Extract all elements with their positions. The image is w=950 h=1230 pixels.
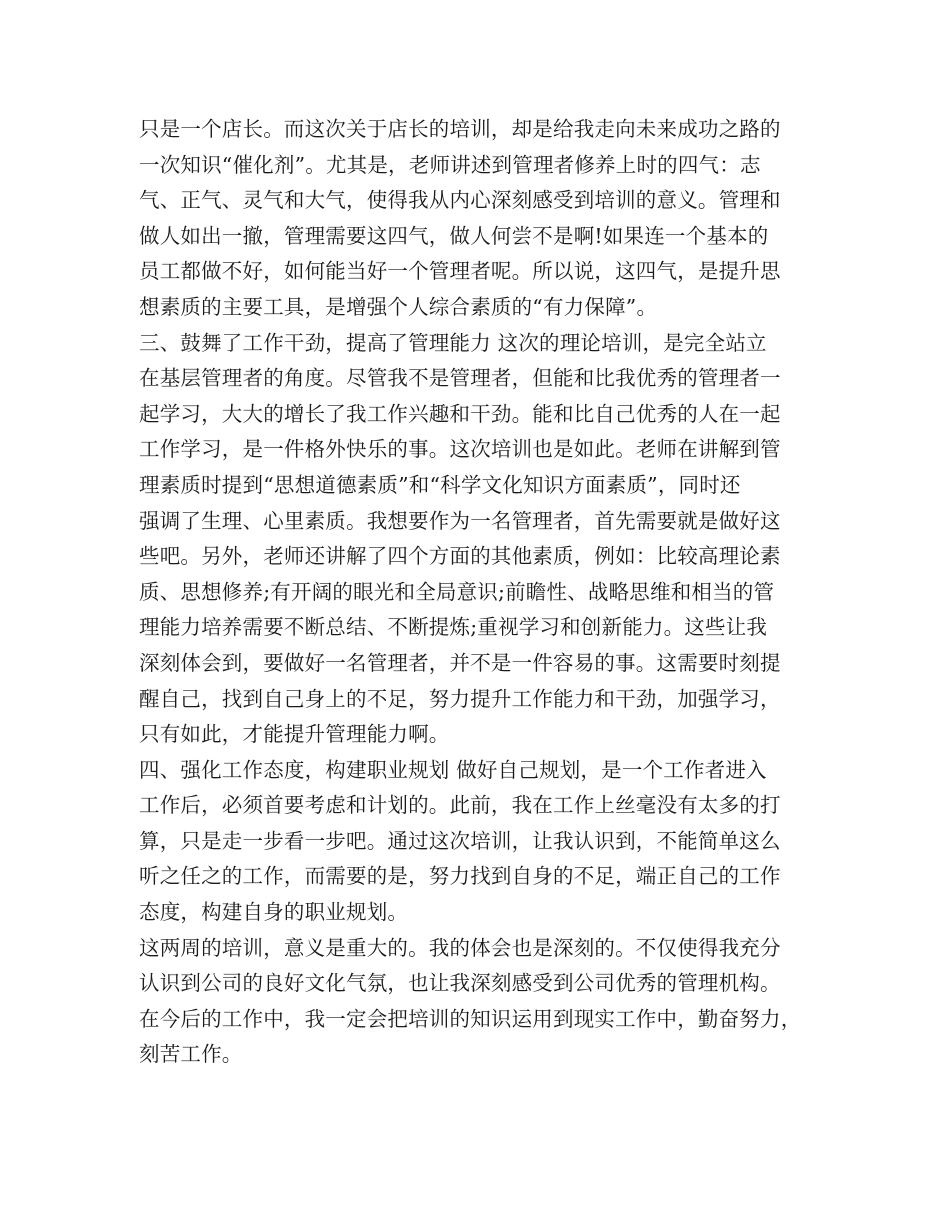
text-line: 听之任之的工作，而需要的是，努力找到自身的不足，端正自己的工作 [139,864,781,889]
text-line: 醒自己，找到自己身上的不足，努力提升工作能力和干劲，加强学习， [139,686,781,711]
text-line: 质、思想修养;有开阔的眼光和全局意识;前瞻性、战略思维和相当的管 [139,579,775,604]
text-line: 工作后，必须首要考虑和计划的。此前，我在工作上丝毫没有太多的打 [139,793,781,818]
text-line: 气、正气、灵气和大气，使得我从内心深刻感受到培训的意义。管理和 [139,188,781,213]
text-line: 理能力培养需要不断总结、不断提炼;重视学习和创新能力。这些让我 [139,615,768,640]
text-line: 做人如出一撤，管理需要这四气，做人何尝不是啊!如果连一个基本的 [139,223,769,248]
text-line: 想素质的主要工具，是增强个人综合素质的“有力保障”。 [139,294,658,319]
text-line: 一次知识“催化剂”。尤其是，老师讲述到管理者修养上时的四气：志 [139,152,761,177]
document-body [139,112,829,1073]
text-line: 起学习，大大的增长了我工作兴趣和干劲。能和比自己优秀的人在一起 [139,401,781,426]
text-line: 态度，构建自身的职业规划。 [139,900,409,925]
text-line: 这两周的培训，意义是重大的。我的体会也是深刻的。不仅使得我充分 [139,935,781,960]
text-line: 只有如此，才能提升管理能力啊。 [139,722,450,747]
text-line: 工作学习，是一件格外快乐的事。这次培训也是如此。老师在讲解到管 [139,437,781,462]
text-line: 员工都做不好，如何能当好一个管理者呢。所以说，这四气，是提升思 [139,259,781,284]
section-heading-line: 三、鼓舞了工作干劲，提高了管理能力 这次的理论培训，是完全站立 [139,330,767,355]
text-line: 算，只是走一步看一步吧。通过这次培训，让我认识到，不能简单这么 [139,828,781,853]
text-line: 强调了生理、心里素质。我想要作为一名管理者，首先需要就是做好这 [139,508,781,533]
text-line: 些吧。另外，老师还讲解了四个方面的其他素质，例如：比较高理论素 [139,544,781,569]
section-heading-line: 四、强化工作态度，构建职业规划 做好自己规划，是一个工作者进入 [139,757,767,782]
text-line: 理素质时提到“思想道德素质”和“科学文化知识方面素质”，同时还 [139,472,741,497]
text-line: 只是一个店长。而这次关于店长的培训，却是给我走向未来成功之路的 [139,117,781,141]
text-line: 认识到公司的良好文化气氛，也让我深刻感受到公司优秀的管理机构。 [139,971,781,996]
text-line: 刻苦工作。 [139,1042,243,1067]
text-line: 深刻体会到，要做好一名管理者，并不是一件容易的事。这需要时刻提 [139,650,781,675]
text-line: 在基层管理者的角度。尽管我不是管理者，但能和比我优秀的管理者一 [139,366,781,391]
text-line: 在今后的工作中，我一定会把培训的知识运用到现实工作中，勤奋努力， [139,1006,802,1031]
